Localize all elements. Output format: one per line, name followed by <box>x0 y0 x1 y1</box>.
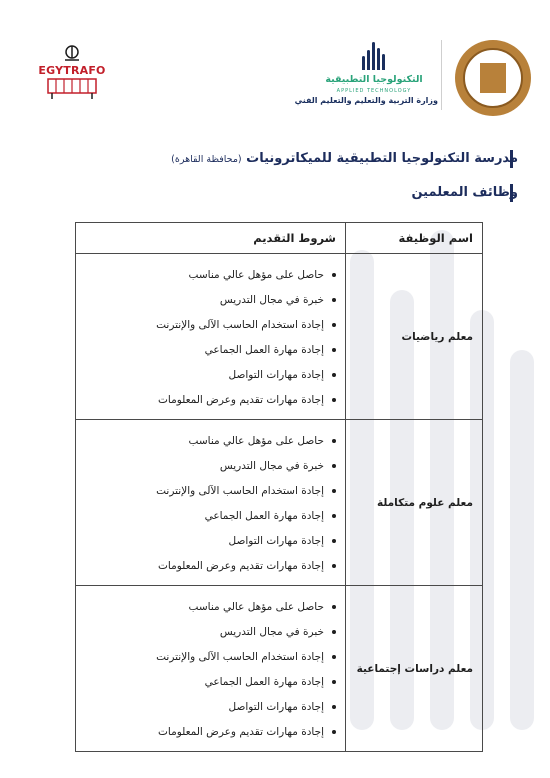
list-item: حاصل على مؤهل عالي مناسب <box>76 429 324 454</box>
list-item: إجادة استخدام الحاسب الآلى والإنترنت <box>76 313 324 338</box>
list-item: حاصل على مؤهل عالي مناسب <box>76 595 324 620</box>
list-item: إجادة مهارات التواصل <box>76 363 324 388</box>
school-name: مدرسة التكنولوجيا التطبيقية للميكاترونيات <box>246 151 518 166</box>
list-item: إجادة مهارات تقديم وعرض المعلومات <box>76 388 324 413</box>
list-item: حاصل على مؤهل عالي مناسب <box>76 263 324 288</box>
list-item: خبرة في مجال التدريس <box>76 620 324 645</box>
list-item: إجادة مهارات تقديم وعرض المعلومات <box>76 720 324 745</box>
table-row <box>76 254 483 420</box>
list-item: إجادة استخدام الحاسب الآلى والإنترنت <box>76 645 324 670</box>
requirements-list <box>76 595 336 745</box>
applied-technology-english: APPLIED TECHNOLOGY <box>336 88 412 94</box>
applied-technology-icon <box>360 40 388 70</box>
job-title-cell: معلم رياضيات <box>346 254 483 420</box>
ministry-seal-logo <box>455 40 531 116</box>
table-header-row <box>76 223 483 254</box>
requirements-cell <box>76 420 346 586</box>
list-item: خبرة في مجال التدريس <box>76 454 324 479</box>
applied-technology-logo <box>294 38 438 113</box>
requirements-cell <box>76 254 346 420</box>
job-title-header: اسم الوظيفة <box>346 223 483 254</box>
list-item: إجادة مهارات التواصل <box>76 529 324 554</box>
section-title: وظائف المعلمين <box>411 185 518 200</box>
table-row <box>76 586 483 752</box>
list-item: إجادة استخدام الحاسب الآلى والإنترنت <box>76 479 324 504</box>
jobs-table <box>75 222 483 752</box>
table-row <box>76 420 483 586</box>
applied-technology-arabic: التكنولوجيا التطبيقية <box>325 74 423 85</box>
egytrafo-logo <box>32 42 112 102</box>
requirements-list <box>76 263 336 413</box>
list-item: إجادة مهارة العمل الجماعي <box>76 670 324 695</box>
list-item: إجادة مهارة العمل الجماعي <box>76 338 324 363</box>
egytrafo-wordmark: EGYTRAFO <box>38 64 106 77</box>
governorate: (محافظة القاهرة) <box>171 154 242 165</box>
job-title-cell: معلم دراسات إجتماعية <box>346 586 483 752</box>
list-item: إجادة مهارات التواصل <box>76 695 324 720</box>
requirements-cell <box>76 586 346 752</box>
list-item: إجادة مهارة العمل الجماعي <box>76 504 324 529</box>
eagle-icon <box>480 63 506 93</box>
requirements-list <box>76 429 336 579</box>
requirements-header: شروط التقديم <box>76 223 346 254</box>
header-divider <box>441 40 442 110</box>
list-item: إجادة مهارات تقديم وعرض المعلومات <box>76 554 324 579</box>
page-header <box>0 0 550 130</box>
list-item: خبرة في مجال التدريس <box>76 288 324 313</box>
job-title-cell: معلم علوم متكاملة <box>346 420 483 586</box>
ministry-name: وزارة التربية والتعليم والتعليم الفني <box>294 96 438 105</box>
school-title <box>171 151 518 166</box>
